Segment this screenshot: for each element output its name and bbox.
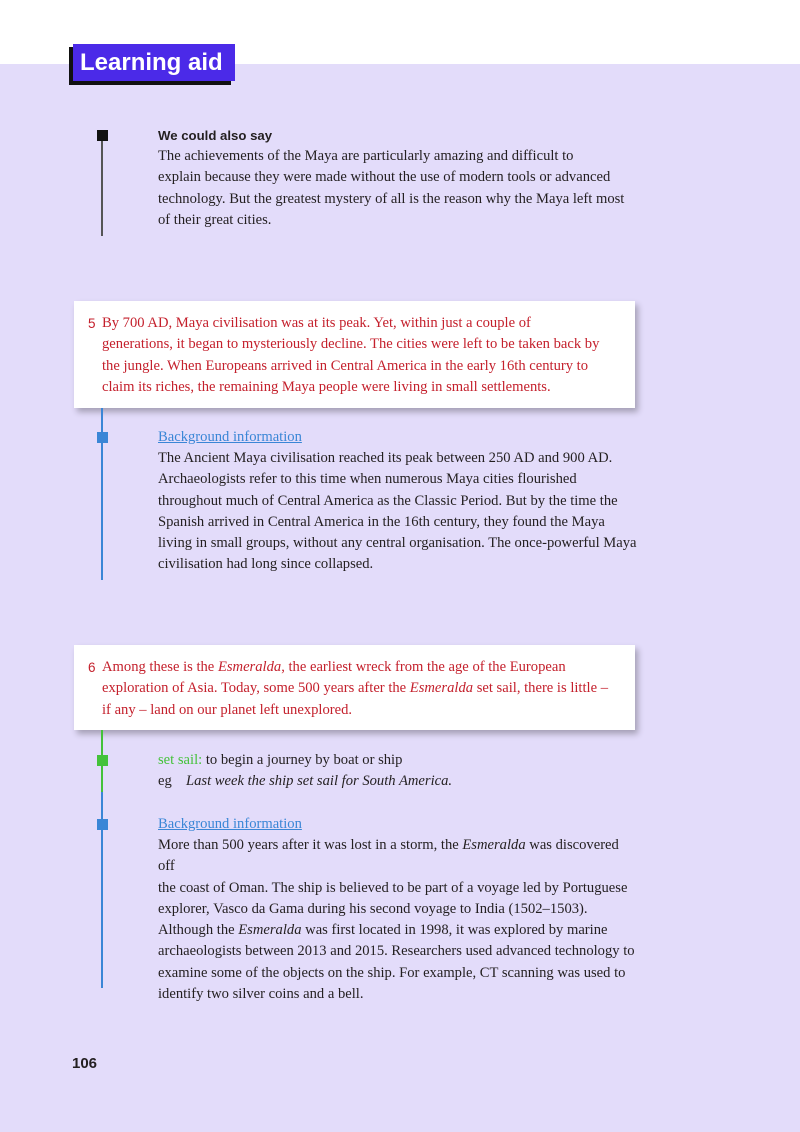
- paragraph-5-line-1: By 700 AD, Maya civilisation was at its peak. Yet, within just a couple of: [102, 315, 531, 331]
- also-say-note: [158, 125, 638, 231]
- background-1-line-2: Archaeologists refer to this time when numerous Maya cities flourished: [158, 471, 577, 488]
- also-say-title: We could also say: [158, 128, 273, 143]
- background-2-line-7: identify two silver coins and a bell.: [158, 986, 364, 1003]
- paragraph-5-line-2: generations, it began to mysteriously decline. The cities were left to be taken back by: [102, 336, 600, 353]
- paragraph-6-line-3: if any – land on our planet left unexplored.: [102, 701, 353, 718]
- paragraph-6-line-1: Among these is the Esmeralda, the earliest wreck from the age of the European: [102, 659, 566, 675]
- background-1-line-4: Spanish arrived in Central America in the 16th century, they found the Maya: [158, 513, 605, 530]
- paragraph-6-line-2: exploration of Asia. Today, some 500 years after the Esmeralda set sail, there is little –: [102, 680, 609, 697]
- background-info-1: [158, 427, 638, 576]
- background-2-marker-icon: [97, 819, 108, 830]
- paragraph-5-line-3: the jungle. When Europeans arrived in Central America in the early 16th century to: [102, 357, 589, 374]
- page-number: 106: [72, 1055, 98, 1072]
- vocab-example: eg Last week the ship set sail for South America.: [158, 773, 453, 790]
- reading-paragraph-5: [74, 301, 635, 408]
- background-2-title: Background information: [158, 816, 302, 832]
- paragraph-5-line-4: claim its riches, the remaining Maya people were living in small settlements.: [102, 378, 551, 395]
- background-2-line-4: Although the Esmeralda was first located in 1998, it was explored by marine: [158, 922, 608, 939]
- vocab-term: set sail:: [158, 752, 203, 768]
- background-info-2: [158, 814, 638, 1005]
- background-2-line-6: examine some of the objects on the ship. For example, CT scanning was used to: [158, 964, 626, 981]
- also-say-line-1: The achievements of the Maya are particularly amazing and difficult to: [158, 148, 574, 164]
- also-say-line: [101, 141, 103, 236]
- reading-paragraph-6: [74, 645, 635, 730]
- background-2-line-3: explorer, Vasco da Gama during his second voyage to India (1502–1503).: [158, 900, 588, 917]
- background-1-line-1: The Ancient Maya civilisation reached its peak between 250 AD and 900 AD.: [158, 450, 613, 466]
- paragraph-number: 5: [88, 316, 96, 331]
- background-1-title: Background information: [158, 429, 302, 445]
- background-1-line-6: civilisation had long since collapsed.: [158, 556, 374, 573]
- learning-aid-tag: Learning aid: [73, 44, 235, 81]
- also-say-marker-icon: [97, 130, 108, 141]
- background-1-line-3: throughout much of Central America as the Classic Period. But by the time the: [158, 492, 618, 509]
- vocab-marker-icon: [97, 755, 108, 766]
- also-say-line-2: explain because they were made without the use of modern tools or advanced: [158, 169, 611, 186]
- background-2-line-2: the coast of Oman. The ship is believed to be part of a voyage led by Portuguese: [158, 879, 628, 896]
- background-1-line-5: living in small groups, without any central organisation. The once-powerful Maya: [158, 535, 637, 552]
- also-say-line-3: technology. But the greatest mystery of all is the reason why the Maya left most: [158, 190, 625, 207]
- background-2-line-1: More than 500 years after it was lost in a storm, the Esmeralda was discovered off: [158, 837, 619, 875]
- background-2-line-5: archaeologists between 2013 and 2015. Researchers used advanced technology to: [158, 943, 635, 960]
- background-1-marker-icon: [97, 432, 108, 443]
- also-say-line-4: of their great cities.: [158, 211, 272, 228]
- paragraph-number: 6: [88, 660, 96, 675]
- vocab-definition: set sail: to begin a journey by boat or ship: [158, 752, 403, 768]
- vocab-note: [158, 750, 638, 793]
